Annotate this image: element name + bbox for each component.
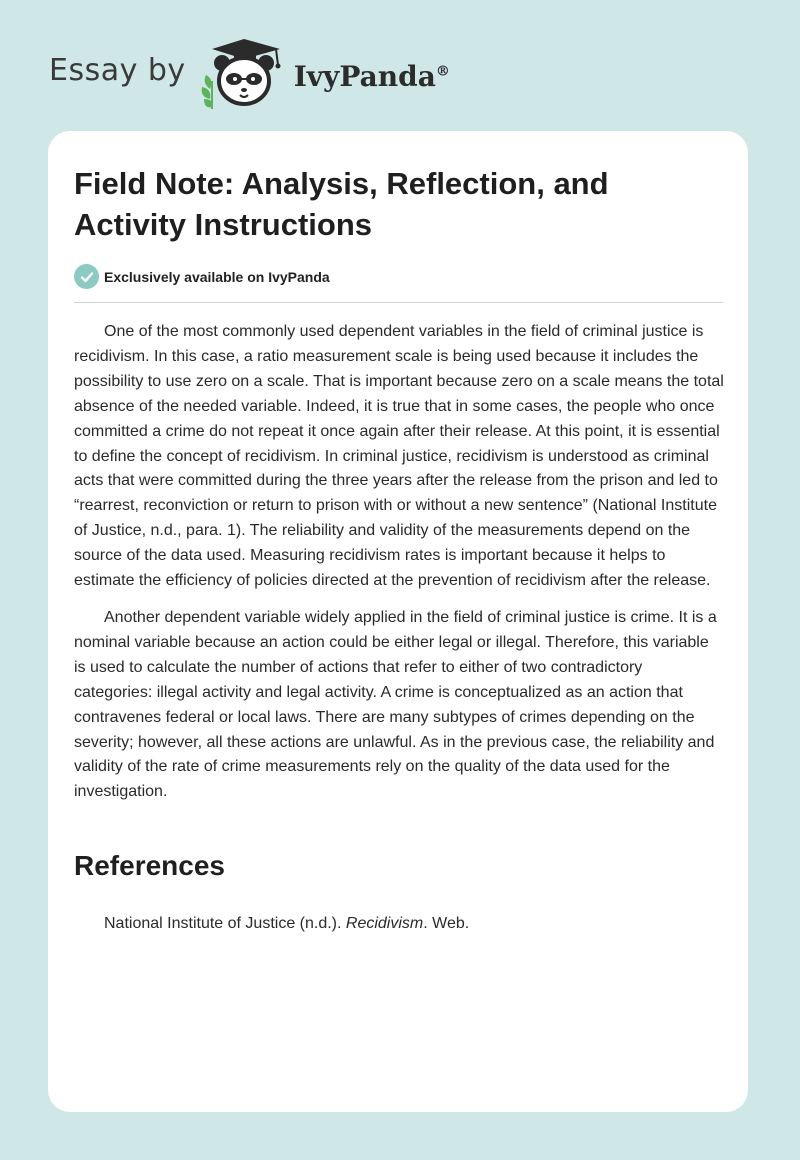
brand-name-text: IvyPanda [293,59,436,93]
essay-card [48,131,748,1112]
check-icon [74,264,99,289]
paragraph: One of the most commonly used dependent variables in the field of criminal justice is recidivism. In this case, a ratio measurement scale is being used because it includes the possibility to use zero on a scale. That is important because zero on a scale means the total absence of the needed variable. Indeed, it is true that in some cases, the people who once committed a crime do not repeat it once again after their release. At this point, it is essential to define the concept of recidivism. In criminal justice, recidivism is understood as criminal acts that were committed during the three years after the release from the prison and led to “rearrest, reconviction or return to prison with or without a new sentence” (National Institute of Justice, n.d., para. 1). The reliability and validity of the measurements depend on the source of the data used. Measuring recidivism rates is important because it helps to estimate the efficiency of policies directed at the prevention of recidivism after the release. [74,323,724,590]
reference-entry [104,911,469,936]
reference-author: National Institute of Justice (n.d.). [104,915,346,932]
reference-title: Recidivism [345,915,424,932]
exclusive-badge [74,264,330,289]
paragraph: Another dependent variable widely applied in the field of criminal justice is crime. It is a nominal variable because an action could be either legal or illegal. Therefore, this variable is used to calculate the number of actions that refer to either of two contradictory categories: illegal activity and legal activity. A crime is conceptualized as an action that contravenes federal or local laws. There are many subtypes of crimes depending on the severity; however, all these actions are unlawful. As in the previous case, the reliability and validity of the rate of crime measurements rely on the quality of the data used for the investigation. [74,608,717,801]
reference-suffix: . Web. [423,915,470,932]
references-heading: References [74,850,225,881]
brand-prefix: Essay by [49,52,186,88]
essay-body [74,320,724,817]
site-brand[interactable] [49,34,450,114]
panda-logo-icon [200,37,288,111]
divider [74,302,723,303]
badge-text: Exclusively available on IvyPanda [104,268,330,285]
essay-title: Field Note: Analysis, Reflection, and Activity Instructions [74,166,609,242]
brand-name [294,60,450,93]
registered-mark: ® [435,63,450,80]
